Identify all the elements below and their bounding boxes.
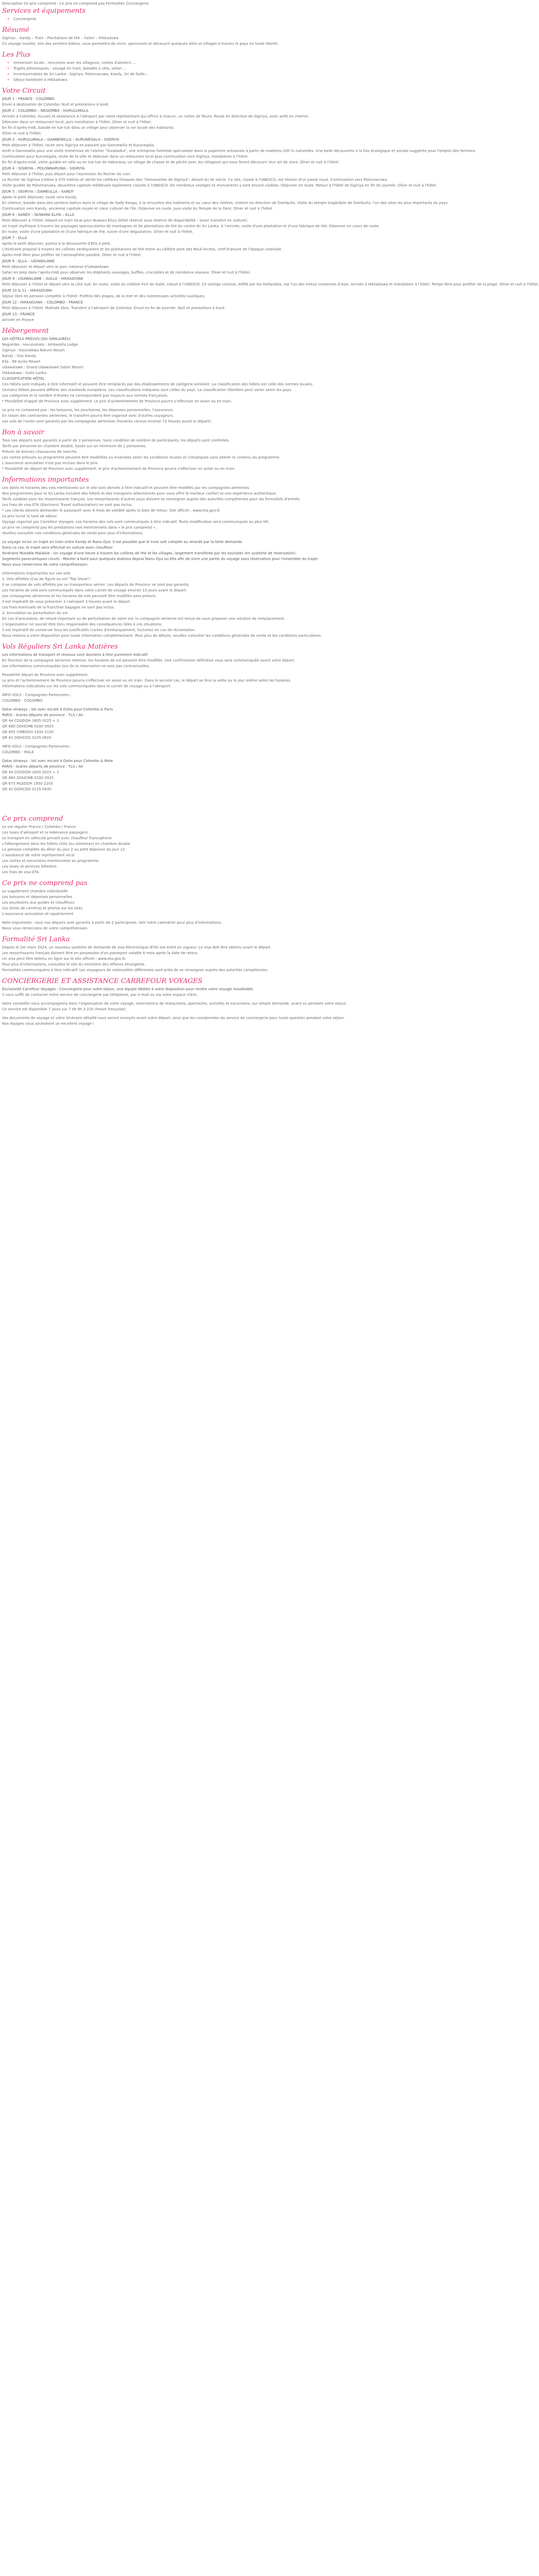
flight-info-line: QR 44 CDGDOH 1605 0025 + 1 <box>2 719 59 723</box>
bon-text: Tous nos départs sont garantis à partir de 2 personnes. Sans condition de nombre de participants, les départs sont confirmés. <box>2 438 230 443</box>
infos-text: Les dates et horaires des vols mentionnés sur le site sont donnés à titre indicatif et peuvent être modifiés par les compagnies aériennes. <box>2 486 250 490</box>
day-text: Continuation pour Kurunegala, visite de la ville et déjeuner dans un restaurant local puis continuation vers Sigiriya. Installation à l'hôtel. <box>2 155 249 159</box>
day-text: Arrivée en France <box>2 318 34 322</box>
hebergement-section <box>2 336 384 425</box>
flight-info-line: PARIS - Autres départs de province : TLS / Air <box>2 765 83 769</box>
day-text: Petit déjeuner à l'hôtel. Départ en train local pour Nuwara Eliya (billet réservé sous réserve de disponibilité – sinon transfert en voiture). <box>2 218 248 223</box>
infos-text: Veuillez consulter nos conditions générales de vente pour plus d'informations. <box>2 531 144 535</box>
list-item: • Séjour balnéaire à Hikkaduwa <box>7 78 68 82</box>
ne-comprend-line: Le supplément chambre individuelle <box>2 889 68 893</box>
hebergement-text: En raison des contraintes aériennes, le transfert pourra être organisé avec d'autres voyageurs. <box>2 414 174 418</box>
infos-bold-text: Le voyage inclut un trajet en train entre Kandy et Nanu Oya. Il est possible que le train soit complet ou retardé par la forte demande. <box>2 540 243 544</box>
list-item: • Trajets pittoresques : voyage en train, balades à vélo, safari … <box>7 66 127 71</box>
hebergement-heading: Hébergement <box>2 327 49 335</box>
day-text: Visite guidée de Polonnaruwa, deuxième capitale médiévale également classée à l'UNESCO. De nombreux vestiges et monuments y sont encore visibles. Déjeuner en route. Retour à l'hôtel de Sigiriya en fin de journée. Dîner et nuit à l'hôtel. <box>2 183 437 188</box>
list-item: • Conciergerie <box>7 17 37 21</box>
infos2-text: 1. Vols affrétés (Cas de figure ou vol "Top Show") <box>2 577 91 581</box>
formalites-line: Un visa peut être obtenu en ligne sur le site officiel : www.eta.gov.lk. <box>2 957 127 961</box>
flight-info-line: QR 660 DOHCMB 0200 0925 <box>2 776 54 780</box>
list-item: • Incontournables de Sri Lanka : Sigiriya, Polonnaruwa, Kandy, Sri de Galle… <box>7 72 149 76</box>
day-text: Envol à destination de Colombo. Nuit et prestations à bord. <box>2 103 109 107</box>
hebergement-text: Les vols de l'avion sont garantis par les compagnies aériennes (horaires connus environ 72 heures avant le départ). <box>2 419 212 423</box>
flight-info-line: INFO VOLS - Compagnies Partenaires : <box>2 744 72 749</box>
day-text: Continuation vers Kandy, ancienne capitale royale et cœur culturel de l'île. Déjeuner en route, puis visite du Temple de la Dent. Dîner et nuit à l'hôtel. <box>2 207 273 211</box>
bon-text: Prévoir de bonnes chaussures de marche. <box>2 450 78 454</box>
list-item: • Immersion locale : rencontre avec les villageois, visites d'ateliers … <box>7 61 136 65</box>
infos-text: Le prix inclut la taxe de séjour. <box>2 514 58 518</box>
day-text: Séjour libre en pension complète à l'hôtel. Profitez des plages, de la mer et des nombreuses activités nautiques. <box>2 294 206 298</box>
bullet-icon: • <box>7 72 10 76</box>
infos-text: Tarifs valables pour les ressortissants français. Les ressortissants d'autres pays doivent se renseigner auprès des autorités compétentes pour les formalités d'entrée. <box>2 497 301 501</box>
conciergerie-line: Il vous suffit de contacter notre service de conciergerie par téléphone, par e-mail ou via votre espace client. <box>2 993 198 997</box>
day-text: Arrêt à Gannewilla pour une visite immersive de l'atelier "Sivabadra", une entreprise familiale spécialisée dans la papeterie artisanale à partir de matières 100 % naturelles. Une belle découverte à la fois écologique et sociale suggérée pour l'emploi des femmes. <box>2 149 476 153</box>
infos2-text: Il est impératif de vous présenter à l'aéroport 3 heures avant le départ. <box>2 600 131 604</box>
infos-bold-text: Dans ce cas, le trajet sera effectué en voiture avec chauffeur. <box>2 546 114 550</box>
infos-text: Le prix ne comprend pas les prestations non mentionnées dans « le prix comprend ». <box>2 526 157 530</box>
bon-text: Les visites prévues au programme peuvent être modifiées ou inversées selon les conditions locales et climatiques sans altérer le contenu du programme. <box>2 455 281 460</box>
flight-info-line: QR 41 DOHCDG 0125 0630 <box>2 787 52 791</box>
infos-text: Les frais de visa ETA (Electronic Travel Authorization) ne sont pas inclus. <box>2 503 133 507</box>
product-description <box>0 0 539 1032</box>
day-title: JOUR 6 : KANDY – NUWARA ELIYA – ELLA <box>2 213 75 217</box>
services-heading: Services et équipements <box>2 7 86 15</box>
day-text: En fin d'après-midi, visite guidée en vélo ou en tuk-tuk de Habarana, un village de chasse et de pêche avec les villageois qui vous feront découvrir leur art de vivre. Dîner et nuit à l'hôtel. <box>2 160 340 164</box>
infos-section <box>2 485 384 639</box>
infos2-text: L'organisateur ne saurait être tenu responsable des conséquences liées à ces situations. <box>2 622 163 626</box>
conciergerie-line: Votre conseiller vous accompagnera dans l'organisation de votre voyage, réservations de restaurants, spectacles, activités et excursions, sur simple demande, avant ou pendant votre séjour. <box>2 1002 347 1006</box>
bon-heading: Bon à savoir <box>2 429 44 436</box>
bullet-icon: • <box>7 61 10 65</box>
conciergerie-line: Vos documents de voyage et votre itinéraire détaillé vous seront envoyés avant votre départ, ainsi que les coordonnées du service de conciergerie pour toute question pendant votre séjour. <box>2 1016 345 1020</box>
hotel-line: Negombo - Hurulumala : Ambarella Lodge <box>2 343 78 347</box>
formalites-line: Formalités communiquées à titre indicatif. Les voyageurs de nationalités différentes sont priés de se renseigner auprès des autorités compétentes. <box>2 968 268 972</box>
day-text: Petit déjeuner à l'hôtel et départ vers la côte sud. En route, visite du célèbre Fort de Galle, classé à l'UNESCO. Ce vestige colonial, édifié par les Hollandais, est l'un des mieux conservés d'Asie. Arrivée à Hikkaduwa et installation à l'hôtel. Temps libre pour profiter de la plage. Dîner et nuit à l'hôtel. <box>2 282 539 286</box>
classification-label: CLASSIFICATION HÔTEL <box>2 377 45 381</box>
hebergement-text: Les catégories et le nombre d'étoiles ne correspondent pas toujours aux normes françaises. <box>2 394 169 398</box>
flight-info-line: QR 675 MLEDOH 1950 2205 <box>2 782 53 786</box>
day-text: Après le petit déjeuner, partez à la découverte d'Ella à pied. <box>2 242 111 246</box>
hebergement-text: Le prix ne comprend pas : les boissons, les pourboires, les dépenses personnelles, l'assurance. <box>2 408 174 412</box>
hebergement-text: * Possibilité d'appel de Province avec supplément. Le prix d'acheminement de Province pourra s'effectuer en avion ou en train. <box>2 399 232 403</box>
flight-info-line: PARIS - Autres départs de province : TLS / Air <box>2 713 83 717</box>
infos-bold-text: Nous vous remercions de votre compréhension. <box>2 563 89 567</box>
infos2-text: 2. Annulation ou perturbation du vol <box>2 611 68 615</box>
hotel-line: Kandy : Ozo Kandy <box>2 354 37 358</box>
hotel-line: Udawalawe : Grand Udawalawe Safari Resort <box>2 365 83 369</box>
day-title: JOUR 13 : FRANCE <box>2 312 35 316</box>
day-title: JOUR 9 : UDAWALAWE – GALLE - HIKKADUWA <box>2 277 83 281</box>
formalites-line: Pour plus d'informations, consultez le site du ministère des Affaires étrangères. <box>2 962 146 967</box>
formalites-line: Depuis le 1er mars 2024, un nouveau système de demande de visa électronique (ETA) est entré en vigueur. Le visa doit être obtenu avant le départ. <box>2 945 272 950</box>
day-title: JOUR 2 : COLOMBO – NEGOMBO - HURULUMALA <box>2 109 89 113</box>
infos-bold-text: Itinéraire Mutable Malaisie : Un voyage d'une heure à travers les collines de thé et les villages, largement transférée par les touristes (en système de réservation). <box>2 551 297 555</box>
aerien-text: Possibilité départ de Province avec supplément. <box>2 673 89 677</box>
flight-info-line: QR 41 DOHCDG 0105 0620 <box>2 736 52 740</box>
bullet-icon: • <box>7 66 10 71</box>
conciergerie-line: Nos équipes vous souhaitent un excellent voyage ! <box>2 1022 95 1026</box>
infos2-text: Nous restons à votre disposition pour toute information complémentaire. Pour plus de détails, veuillez consulter les conditions générales de vente et les conditions particulières. <box>2 634 322 638</box>
day-text: Un trajet mythique à travers les paysages spectaculaires de montagnes et de plantations de thé du centre du Sri Lanka. À l'arrivée, visite d'une plantation et d'une fabrique de thé. Déjeuner en cours de route. <box>2 224 380 228</box>
comprend-line: Les taxes et services hôteliers <box>2 865 57 869</box>
infos2-text: Informations importantes sur vos vols <box>2 571 71 575</box>
infos-text: Nos programmes pour le Sri Lanka incluent des hôtels et des transports sélectionnés pour vous offrir le meilleur confort et une expérience authentique. <box>2 492 277 496</box>
aerien-text: Le prix et l'acheminement de Province pourra s'effectuer en avion ou en train. Dans le second cas, le départ se fera la veille ou le jour même selon les horaires. <box>2 679 292 683</box>
day-title: JOUR 8 : ELLA – UDAWALAWE <box>2 259 55 263</box>
aerien-text: En fonction de la compagnie aérienne retenue, les horaires de vol peuvent être modifiés. Une confirmation définitive vous sera communiquée avant votre départ. <box>2 658 295 663</box>
ne-comprend-heading: Ce prix ne comprend pas <box>2 879 88 887</box>
formalites-section <box>2 945 384 973</box>
comprend-line: L'assistance de notre représentant local <box>2 853 75 857</box>
ne-comprend-line: Note importante : tous nos départs sont garantis à partir de 2 participants. Voir notre calendrier pour plus d'informations. <box>2 921 222 925</box>
infos-text: Voyage organisé par Carrefour Voyages. Les horaires des vols sont communiqués à titre indicatif. Toute modification sera communiquée au plus tôt. <box>2 520 270 524</box>
comprend-section <box>2 824 384 875</box>
hotel-line: Ella : 98 Acres Resort <box>2 360 41 364</box>
day-title: JOUR 4 : SIGIRIYA – POLONNARUWA - SIGIRIYA <box>2 166 85 171</box>
day-text: Arrivée à Colombo. Accueil et assistance à l'aéroport par notre représentant qui offrira à chacun, un collier de fleurs. Route en direction de Sigiriya, avec arrêt en chemin. <box>2 114 310 118</box>
resume-heading: Résumé <box>2 26 29 34</box>
flight-info-line: Qatar Airways : Vol avec escale à Doha pour Colombo & Male <box>2 759 113 763</box>
day-title: JOUR 10 & 11 : HIKKADUWA <box>2 289 53 293</box>
bon-section <box>2 438 384 472</box>
flight-info-line: COLOMBO - MALE <box>2 750 34 754</box>
flight-info-line: COLOMBO - COLOMBO <box>2 699 43 703</box>
conciergerie-line: Ce service est disponible 7 jours sur 7 de 9h à 21h (heure française). <box>2 1007 127 1011</box>
bullet-icon: • <box>7 78 10 82</box>
aerien-text: Les informations de transport et réseaux sont données à titre purement indicatif. <box>2 653 148 657</box>
hotel-line: Sigiriya : Kalundewa Nature Resort <box>2 348 65 352</box>
hotels-label: LES HÔTELS PRÉVUS (OU SIMILAIRES) <box>2 337 71 341</box>
conciergerie-heading: CONCIERGERIE ET ASSISTANCE CARREFOUR VOYAGES <box>2 977 203 985</box>
infos2-text: Il est impératif de conserver tous les justificatifs (cartes d'embarquement, factures) en cas de réclamation. <box>2 628 196 632</box>
comprend-line: Le vol régulier France / Colombo / France <box>2 825 76 829</box>
day-title: JOUR 5 : SIGIRIYA – DAMBULLA – KANDY <box>2 190 74 194</box>
ne-comprend-line: L'assurance annulation et rapatriement <box>2 912 74 916</box>
day-text: Safari en jeep dans l'après-midi pour observer les éléphants sauvages, buffles, crocodiles et de nombreux oiseaux. Dîner et nuit à l'hôtel. <box>2 270 251 275</box>
plus-list <box>2 60 384 83</box>
infos2-text: En cas d'annulation, de retard important ou de perturbation de votre vol, la compagnie aérienne est tenue de vous proposer une solution de remplacement. <box>2 617 285 621</box>
resume-line: Sigiriya – Kandy – Train - Plantations de thé – Safari – Hikkaduwa <box>2 36 119 40</box>
comprend-line: Les frais de visa ETA <box>2 870 39 874</box>
formalites-heading: Formalité Sri Lanka <box>2 936 70 943</box>
circuit-heading: Votre Circuit <box>2 87 46 95</box>
day-text: En chemin, balade dans des sentiers battus dans le village de Galle Kanga, à la rencontre des habitants et au cœur des rizières, chemin en direction de Dambulla. Visite du temple troglodyte de Dambulla, l'un des sites les plus importants du pays. <box>2 201 449 205</box>
day-text: Le Rocher de Sigiriya s'élève à 370 mètres et abrite les célèbres fresques des "Demoiselles de Sigiriya", datant du Ve siècle. Ce site, classé à l'UNESCO, est témoin d'un passé royal. Continuation vers Polonnaruwa. <box>2 178 388 182</box>
day-title: JOUR 1 : FRANCE - COLOMBO <box>2 97 55 101</box>
day-title: JOUR 7 : ELLA <box>2 236 27 240</box>
formalites-line: Les ressortissants français doivent être en possession d'un passeport valable 6 mois après la date de retour. <box>2 951 198 955</box>
aerien-section <box>2 652 384 792</box>
aerien-text: Informations indicatives sur les vols communiquées dans le carnet de voyage ou à l'aéroport. <box>2 684 172 688</box>
infos2-text: Les frais éventuels de la franchise bagages ne sont pas inclus. <box>2 605 115 609</box>
resume-line: Ce voyage insolite, loin des sentiers battus, vous permettra de vivre, apercevoir et découvrir quelques sites et villages à travers le pays en toute liberté. <box>2 42 279 46</box>
flight-info-line: INFO VOLS - Compagnies Partenaires : <box>2 693 72 697</box>
flight-info-line: QR 655 CMBDOH 1930 2150 <box>2 730 54 734</box>
day-text: Petit déjeuner et départ vers le parc national d'Udawalawe. <box>2 265 110 269</box>
comprend-line: La pension complète du dîner du jour 2 au petit déjeuner du jour 12 <box>2 848 125 852</box>
infos-text: * Les clients doivent demander le passeport avec 6 mois de validité après la date de retour. Site officiel : www.eta.gov.lk <box>2 509 220 513</box>
comprend-heading: Ce prix comprend <box>2 815 63 823</box>
day-text: En fin d'après-midi, balade en tuk-tuk dans un village pour observer la vie locale des habitants. <box>2 126 175 130</box>
day-text: Après le petit déjeuner, route vers Kandy. <box>2 195 77 199</box>
infos-bold-text: Segments panoramiques courts : Monter à bord pour quelques stations depuis Nanu Oya ou Ella afin de vivre une partie du voyage sans réservation pour l'ensemble du trajet. <box>2 557 319 561</box>
aerien-heading: Vols Réguliers Sri Lanka Matières <box>2 643 118 651</box>
hotel-line: Hikkaduwa : Suite Lanka <box>2 371 47 375</box>
conciergerie-line: Exclusivité Carrefour Voyages : Conciergerie pour votre séjour, une équipe dédiée à votre disposition pour rendre votre voyage inoubliable. <box>2 987 254 991</box>
comprend-line: Les visites et excursions mentionnées au programme <box>2 859 99 863</box>
flight-info-line: QR 660 DOHCMB 0200 0925 <box>2 724 54 728</box>
day-text: En route, visite d'une plantation et d'une fabrique de thé, suivie d'une dégustation. Dîner et nuit à l'hôtel. <box>2 230 194 234</box>
intro-text: Description Ce prix comprend : Ce prix ne comprend pas Formalités Conciergerie <box>2 2 149 6</box>
day-text: Petit déjeuner à l'hôtel, puis départ pour l'ascension du Rocher du Lion. <box>2 172 131 176</box>
day-text: Dîner et nuit à l'hôtel. <box>2 131 42 135</box>
aerien-text: Les informations communiquées lors de la réservation ne sont pas contractuelles. <box>2 664 150 668</box>
day-text: Déjeuner dans un restaurant local, puis installation à l'hôtel. Dîner et nuit à l'hôtel. <box>2 120 152 124</box>
hebergement-text: Ces hôtels sont indiqués à titre informatif et peuvent être remplacés par des établissements de catégorie similaire. La classification des hôtels est celle des normes locales. <box>2 382 313 386</box>
flight-info-line: QR 44 CDGDOH 1605 0025 + 1 <box>2 770 59 774</box>
bon-text: L'assurance annulation n'est pas incluse dans le prix. <box>2 461 99 465</box>
hebergement-text: Certains hôtels peuvent différer des standards européens. Les classifications indiquées sont celles du pays. La classification hôtelière peut varier selon les pays. <box>2 388 293 392</box>
day-text: Petit déjeuner à l'hôtel, route vers Sigiriya en passant par Gannewilla et Kurunegala. <box>2 143 155 147</box>
day-text: Après-midi libre pour profiter de l'atmosphère paisible. Dîner et nuit à l'hôtel. <box>2 253 142 257</box>
plus-heading: Les Plus <box>2 51 31 59</box>
ne-comprend-section <box>2 889 384 931</box>
ne-comprend-line: Les droits de caméras et photos sur les sites <box>2 906 83 910</box>
day-text: Petit déjeuner à l'hôtel. Matinée libre. Transfert à l'aéroport de Colombo. Envol en fin de journée. Nuit et prestations à bord. <box>2 306 226 310</box>
services-list <box>2 16 384 22</box>
bon-text: Tarifs par personne en chambre double, basés sur un minimum de 2 personnes. <box>2 444 147 448</box>
day-text: L'itinéraire proposé à travers les collines verdoyantes et les plantations de thé mène au célèbre pont des Neuf Arches, chef-d'œuvre de l'époque coloniale. <box>2 247 282 251</box>
comprend-line: Le transport en véhicule privatif avec chauffeur francophone <box>2 836 112 840</box>
conciergerie-section <box>2 987 384 1027</box>
ne-comprend-line: Les pourboires aux guides et chauffeurs <box>2 901 75 905</box>
day-title: JOUR 12 : HIKKADUWA – COLOMBO - FRANCE <box>2 300 83 304</box>
infos2-text: Les compagnies aériennes et les horaires de vols peuvent être modifiés sans préavis. <box>2 594 157 598</box>
ne-comprend-line: Nous vous remercions de votre compréhension. <box>2 926 89 930</box>
bullet-icon: • <box>7 17 10 21</box>
flight-info-line: Qatar Airways : Vol avec escale à Doha pour Colombo & Paris <box>2 707 113 711</box>
ne-comprend-line: Les boissons et dépenses personnelles <box>2 895 73 899</box>
infos2-text: Il se compose de vols affrétés par un transporteur aérien. Les départs de Province ne sont pas garantis. <box>2 583 190 587</box>
circuit-section <box>2 96 539 323</box>
comprend-line: Les taxes d'aéroport et la redevance passagers <box>2 831 88 835</box>
bon-text: * Possibilité de départ de Province avec supplément, le prix d'acheminement de Province pourra s'effectuer en avion ou en train. <box>2 467 235 471</box>
infos-heading: Informations importantes <box>2 476 89 484</box>
day-title: JOUR 3 : HURULUMALA – GANNEWILLA – KURUNEGALA - SIGIRIYA <box>2 138 120 142</box>
comprend-line: L'hébergement dans les hôtels cités (ou similaires) en chambre double <box>2 842 130 846</box>
infos2-text: Les horaires de vols sont communiqués dans votre carnet de voyage environ 10 jours avant le départ. <box>2 588 187 592</box>
